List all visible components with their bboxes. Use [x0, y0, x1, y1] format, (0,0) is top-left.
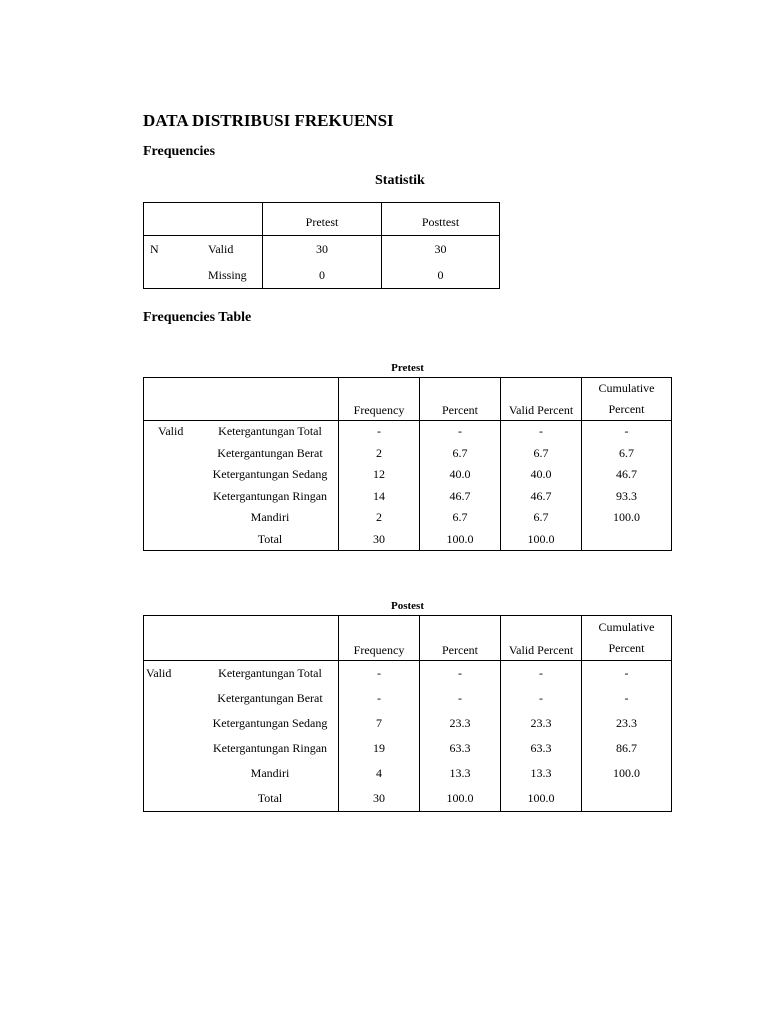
pretest-corner-cell: [144, 378, 339, 421]
row-label-cell: [144, 761, 339, 786]
table-row: [144, 661, 672, 687]
postest-body: [144, 661, 672, 812]
row-category-label: Ketergantungan Total: [218, 666, 322, 680]
postest-col-cumulative-bottom: Percent: [608, 641, 645, 655]
table-row: [144, 507, 672, 529]
row-label-cell: [144, 486, 339, 508]
statistik-valid-pretest: 30: [263, 236, 382, 263]
row-label-cell: [144, 661, 339, 687]
table-row: [144, 686, 672, 711]
row-category-label: Ketergantungan Ringan: [212, 741, 328, 755]
cell-percent: 23.3: [420, 711, 501, 736]
cell-valid-percent: 23.3: [501, 711, 582, 736]
cell-valid-percent: 63.3: [501, 736, 582, 761]
page-title: DATA DISTRIBUSI FREKUENSI: [143, 111, 394, 130]
statistik-row-missing: [144, 262, 500, 289]
table-row: [144, 736, 672, 761]
cell-frequency: 14: [339, 486, 420, 508]
postest-header-row: [144, 616, 672, 661]
postest-col-valid-percent: Valid Percent: [501, 616, 582, 661]
cell-cumulative: 86.7: [582, 736, 672, 761]
cell-valid-percent: 6.7: [501, 507, 582, 529]
table-row: [144, 486, 672, 508]
cell-cumulative: 46.7: [582, 464, 672, 486]
statistik-corner-cell: [144, 203, 263, 236]
postest-corner-cell: [144, 616, 339, 661]
pretest-body: [144, 421, 672, 551]
row-category-label: Total: [257, 531, 283, 546]
cell-percent: 46.7: [420, 486, 501, 508]
row-label-cell: [144, 786, 339, 812]
cell-percent: 6.7: [420, 443, 501, 465]
cell-cumulative: 100.0: [582, 761, 672, 786]
row-label-cell: [144, 464, 339, 486]
cell-frequency: 4: [339, 761, 420, 786]
statistik-caption: Statistik: [375, 173, 425, 188]
cell-valid-percent: -: [501, 661, 582, 687]
cell-frequency: 30: [339, 786, 420, 812]
cell-percent: -: [420, 421, 501, 443]
row-label-cell: [144, 421, 339, 443]
pretest-col-valid-percent: Valid Percent: [501, 378, 582, 421]
cell-valid-percent: 13.3: [501, 761, 582, 786]
cell-valid-percent: -: [501, 421, 582, 443]
cell-frequency: 7: [339, 711, 420, 736]
cell-cumulative: 6.7: [582, 443, 672, 465]
row-label-cell: [144, 443, 339, 465]
row-label-cell: [144, 529, 339, 551]
pretest-col-cumulative-bottom: Percent: [608, 402, 645, 416]
cell-cumulative: -: [582, 661, 672, 687]
postest-table: [143, 615, 672, 812]
pretest-header-row: [144, 378, 672, 421]
cell-frequency: -: [339, 421, 420, 443]
pretest-col-percent: Percent: [420, 378, 501, 421]
row-label-cell: [144, 711, 339, 736]
cell-valid-percent: 6.7: [501, 443, 582, 465]
postest-col-cumulative-top: Cumulative: [598, 620, 655, 634]
statistik-header-row: [144, 203, 500, 236]
table-row: [144, 443, 672, 465]
statistik-row-label: [144, 236, 263, 263]
row-category-label: Mandiri: [250, 510, 290, 525]
cell-frequency: 2: [339, 507, 420, 529]
cell-frequency: 12: [339, 464, 420, 486]
cell-valid-percent: -: [501, 686, 582, 711]
postest-caption: Postest: [391, 600, 424, 612]
row-category-label: Ketergantungan Sedang: [212, 467, 328, 482]
frequencies-table-heading: Frequencies Table: [143, 310, 252, 325]
cell-percent: 6.7: [420, 507, 501, 529]
cell-percent: 40.0: [420, 464, 501, 486]
row-category-label: Ketergantungan Sedang: [212, 716, 328, 730]
statistik-n-label: N: [150, 241, 159, 256]
table-row: [144, 464, 672, 486]
statistik-table: [143, 202, 500, 289]
cell-percent: -: [420, 686, 501, 711]
row-category-label: Mandiri: [250, 766, 290, 780]
row-category-label: Ketergantungan Berat: [217, 445, 323, 460]
pretest-col-frequency: Frequency: [339, 378, 420, 421]
cell-frequency: -: [339, 661, 420, 687]
statistik-missing-posttest: 0: [382, 262, 500, 289]
row-label-cell: [144, 507, 339, 529]
row-category-label: Ketergantungan Berat: [217, 691, 323, 705]
row-category-label: Total: [257, 791, 283, 805]
cell-cumulative: 100.0: [582, 507, 672, 529]
cell-valid-percent: 46.7: [501, 486, 582, 508]
table-row: [144, 711, 672, 736]
cell-valid-percent: 100.0: [501, 529, 582, 551]
cell-cumulative: 23.3: [582, 711, 672, 736]
cell-cumulative: [582, 786, 672, 812]
row-label-cell: [144, 736, 339, 761]
row-label-cell: [144, 686, 339, 711]
statistik-col-pretest: Pretest: [263, 203, 382, 236]
cell-frequency: 30: [339, 529, 420, 551]
cell-percent: 13.3: [420, 761, 501, 786]
cell-cumulative: 93.3: [582, 486, 672, 508]
cell-valid-percent: 40.0: [501, 464, 582, 486]
statistik-missing-pretest: 0: [263, 262, 382, 289]
pretest-col-cumulative: [582, 378, 672, 421]
cell-cumulative: -: [582, 686, 672, 711]
cell-percent: 100.0: [420, 529, 501, 551]
cell-cumulative: [582, 529, 672, 551]
cell-percent: -: [420, 661, 501, 687]
table-row: [144, 761, 672, 786]
row-category-label: Ketergantungan Ringan: [212, 488, 328, 503]
row-group-label: Valid: [146, 666, 172, 680]
cell-frequency: 19: [339, 736, 420, 761]
pretest-col-cumulative-top: Cumulative: [598, 381, 655, 395]
table-row: [144, 421, 672, 443]
row-category-label: Ketergantungan Total: [218, 424, 322, 439]
pretest-caption: Pretest: [391, 362, 424, 374]
statistik-row-label: [144, 262, 263, 289]
postest-col-percent: Percent: [420, 616, 501, 661]
pretest-table: [143, 377, 672, 551]
statistik-col-posttest: Posttest: [382, 203, 500, 236]
cell-frequency: -: [339, 686, 420, 711]
cell-frequency: 2: [339, 443, 420, 465]
cell-valid-percent: 100.0: [501, 786, 582, 812]
cell-cumulative: -: [582, 421, 672, 443]
postest-col-cumulative: [582, 616, 672, 661]
statistik-valid-posttest: 30: [382, 236, 500, 263]
table-row: [144, 786, 672, 812]
table-row: [144, 529, 672, 551]
postest-col-frequency: Frequency: [339, 616, 420, 661]
frequencies-heading: Frequencies: [143, 144, 216, 159]
cell-percent: 63.3: [420, 736, 501, 761]
cell-percent: 100.0: [420, 786, 501, 812]
statistik-missing-label: Missing: [208, 267, 247, 282]
statistik-valid-label: Valid: [208, 241, 234, 256]
statistik-row-valid: [144, 236, 500, 263]
row-group-label: Valid: [158, 424, 184, 439]
